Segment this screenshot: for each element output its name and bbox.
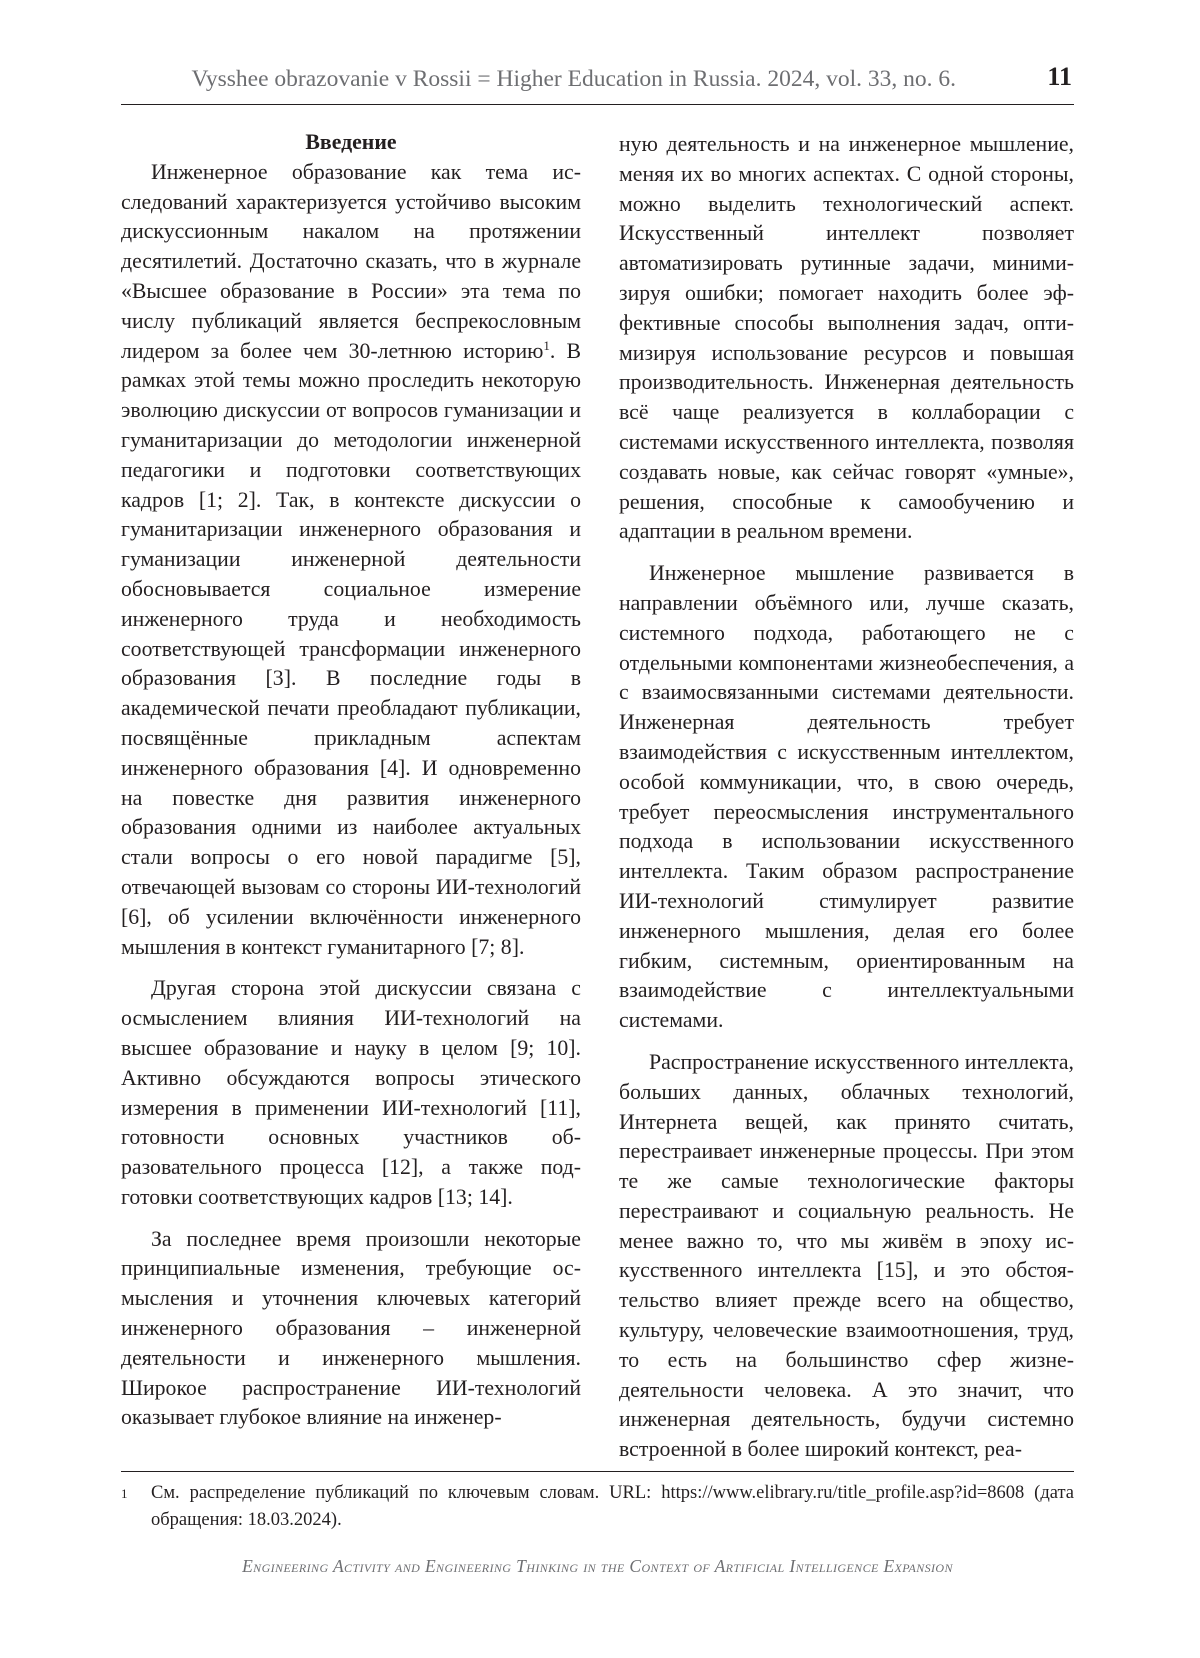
footnote-text: См. распределение публикаций по ключевым словам. URL: https://www.elibrary.ru/title_profile.asp?id=8608 (дата обращения: 18.03.2024). [151,1483,1074,1530]
footnote-reference[interactable]: 1 [543,337,550,353]
paragraph: ную деятельность и на инженерное мышление, меняя их во многих аспектах. С одной стороны, можно выделить технологический аспект. Искусственный интеллект позволяет автоматизировать рутинные задачи, минимизируя ошибки; помогает находить более эффективные способы выполнения задач, оптимизируя использование ресурсов и повышая производительность. Инженерная деятельность всё чаще реализуется в коллаборации с системами искусственного интеллекта, позволяя создавать новые, как сейчас говорят «умные», решения, способные к самообучению и адаптации в реальном времени. [619,132,1074,544]
footnote-divider [121,1471,1074,1472]
journal-citation: Vysshee obrazovanie v Rossii = Higher Education in Russia. 2024, vol. 33, no. 6. [191,66,956,92]
paragraph: Инженерное мышление развивается в направлении объёмного или, лучше сказать, системного подхода, работающего не с отдельными компонентами жизнеобеспечения, а с взаимосвязанными системами деятельности. Инженерная деятельность требует взаимодействия с искусственным интеллектом, особой коммуникации, что, в свою очередь, требует переосмысления инструментального подхода в использовании искусственного интеллекта. Таким образом распространение ИИ-технологий стимулирует развитие инженерного мышления, делая его более гибким, системным, ориентированным на взаимодействие с интеллектуальными системами. [619,561,1074,1033]
footnote [121,1480,1074,1534]
running-title: Engineering Activity and Engineering Thinking in the Context of Artificial Intelligence Expansion [242,1556,953,1576]
paragraph: Распространение искусственного интеллекта, больших данных, облачных технологий, Интернета вещей, как принято считать, перестраивает инженерные процессы. При этом те же самые технологические факторы перестраивают и социальную реальность. Не менее важно то, что мы живём в эпоху искусственного интеллекта [15], и это обстоятельство влияет прежде всего на общество, культуру, человеческие взаимоотношения, труд, то есть на большинство сфер жизнедеятельности человека. А это значит, что инженерная деятельность, будучи системно встроенной в более широкий контекст, реа- [619,1049,1074,1462]
left-column [121,128,581,1433]
paragraph: Другая сторона этой дискуссии связана с осмыслением влияния ИИ-технологий на высшее образование и науку в целом [9; 10]. Активно обсуждаются вопросы этического измерения в применении ИИ-технологий [11], готовности основных участников образовательного процесса [12], а также подготовки соответствующих кадров [13; 14]. [121,976,581,1209]
footnote-mark: 1 [121,1486,128,1501]
paragraph-text: Инженерное образование как тема исследований характеризуется устойчиво высоким дискуссионным накалом на протяжении десятилетий. Достаточно сказать, что в журнале «Высшее образование в России» эта тема по числу публикаций является беспрекословным лидером за более чем 30-летнюю историю [121,159,581,363]
paragraph-text: . В рамках этой темы можно проследить некоторую эволюцию дискуссии от вопросов гуманизации и гуманитаризации до методологии инженерной педагогики и подготовки соответствующих кадров [1; 2]. Так, в контексте дискуссии о гуманитаризации инженерного образования и гуманизации инженерной деятельности обосновывается социальное измерение инженерного труда и необходимость соответствующей трансформации инженерного образования [3]. В последние годы в академической печати преобладают публикации, посвящённые прикладным аспектам инженерного образования [4]. И одновременно на повестке дня развития инженерного образования одними из наиболее актуальных стали вопросы о его новой парадигме [5], отвечающей вызовам со стороны ИИ-технологий [6], об усилении включённости инженерного мышления в контекст гуманитарного [7; 8]. [121,338,581,959]
right-column [619,130,1074,1465]
section-heading: Введение [305,130,397,154]
paragraph: За последнее время произошли некоторые принципиальные изменения, требующие осмысления и уточнения ключевых категорий инженерного образования – инженерной деятельности и инженерного мышления. Широкое распространение ИИ-технологий оказывает глубокое влияние на инженер- [121,1226,581,1430]
page-header [121,58,1074,105]
paragraph [121,158,581,963]
page-number: 11 [1047,62,1072,91]
